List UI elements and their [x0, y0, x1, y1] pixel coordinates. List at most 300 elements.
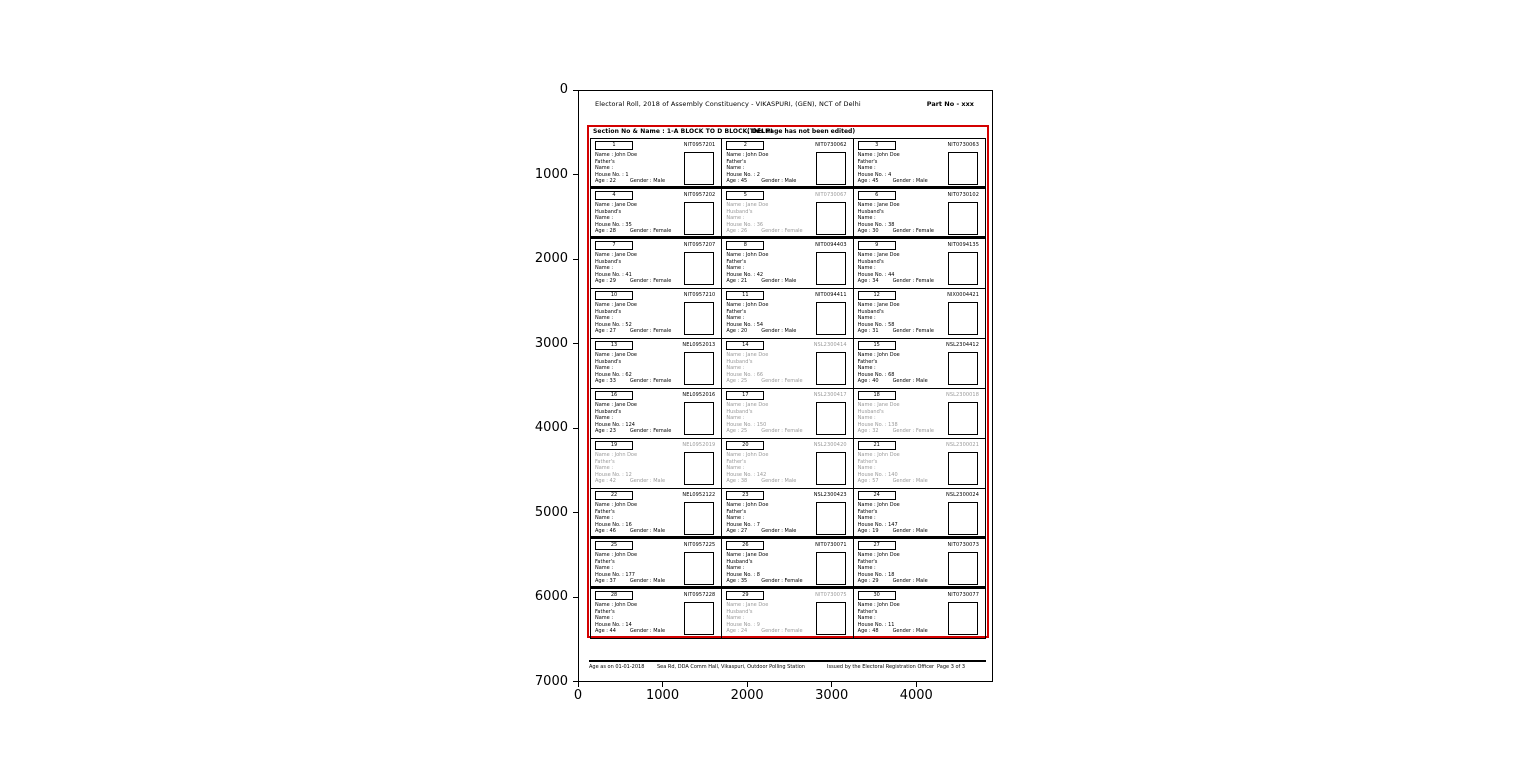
- relation-label-line2: Name :: [726, 265, 745, 272]
- relation-label-line2: Name :: [726, 215, 745, 222]
- epic-number: NEL0952013: [682, 342, 716, 348]
- age-gender-line: [726, 228, 802, 235]
- epic-number: NIT0094403: [815, 242, 847, 248]
- house-number-line: House No. : 1: [595, 171, 629, 178]
- relation-label-line1: Husband's: [726, 558, 753, 565]
- voter-details: [726, 352, 802, 385]
- voter-details: [858, 352, 928, 385]
- voter-name-line: Name : John Doe: [726, 302, 769, 308]
- epic-number: NIT0094411: [815, 292, 847, 298]
- gender-value: Gender : Male: [629, 628, 666, 635]
- relation-label-line1: Husband's: [595, 258, 622, 265]
- part-number: Part No - xxx: [926, 100, 974, 108]
- photo-box: [948, 602, 978, 635]
- relation-label-line2: Name :: [595, 465, 614, 472]
- voter-details: [595, 502, 665, 535]
- x-tick-mark: [916, 682, 917, 687]
- age-gender-line: [858, 578, 928, 585]
- relation-label-line2: Name :: [857, 365, 876, 372]
- voter-card: [591, 439, 722, 488]
- photo-box: [816, 452, 846, 485]
- house-number-line: House No. : 124: [595, 421, 635, 428]
- relation-label-line1: Father's: [595, 608, 615, 615]
- y-tick-label: 7000: [534, 673, 568, 689]
- voter-card: [591, 289, 722, 338]
- photo-box: [948, 352, 978, 385]
- footer-page-number: Page 3 of 3: [937, 664, 966, 670]
- relation-label-line2: Name :: [857, 215, 876, 222]
- voter-details: [726, 452, 796, 485]
- serial-number-box: 17: [726, 391, 764, 400]
- relation-label-line2: Name :: [857, 615, 876, 622]
- house-number-line: House No. : 66: [726, 371, 764, 378]
- house-number-line: House No. : 54: [726, 321, 764, 328]
- footer-polling-station: Sea Rd, DDA Comm Hall, Vikaspuri, Outdoor Polling Station: [657, 664, 805, 670]
- age-value: Age : 21: [726, 278, 748, 285]
- gender-value: Gender : Female: [629, 328, 672, 335]
- epic-number: NSL2300414: [813, 342, 847, 348]
- voter-row: [591, 439, 985, 489]
- y-tick-label: 5000: [534, 504, 568, 520]
- photo-box: [684, 552, 714, 585]
- relation-label-line1: Husband's: [857, 258, 884, 265]
- relation-label-line1: Father's: [857, 458, 878, 465]
- y-tick-label: 2000: [534, 251, 568, 267]
- serial-number-box: 25: [595, 541, 633, 550]
- relation-label-line2: Name :: [726, 465, 745, 472]
- relation-label-line2: Name :: [857, 465, 876, 472]
- voter-details: [595, 552, 665, 585]
- voter-name-line: Name : Jane Doe: [726, 552, 769, 558]
- voter-details: [858, 202, 934, 235]
- voter-details: [726, 202, 802, 235]
- photo-box: [816, 252, 846, 285]
- epic-number: NEL0952122: [682, 492, 716, 498]
- voter-name-line: Name : Jane Doe: [595, 352, 637, 358]
- y-tick-label: 4000: [534, 420, 568, 436]
- age-gender-line: [595, 478, 665, 485]
- photo-box: [948, 252, 978, 285]
- voter-details: [858, 302, 934, 335]
- voter-card: [591, 139, 722, 186]
- age-value: Age : 34: [857, 278, 879, 285]
- voter-name-line: Name : Jane Doe: [595, 252, 637, 258]
- photo-box: [684, 202, 714, 235]
- gender-value: Gender : Female: [892, 228, 934, 235]
- y-tick-label: 6000: [534, 589, 568, 605]
- voter-name-line: Name : John Doe: [857, 152, 900, 158]
- voter-card: [854, 439, 985, 488]
- serial-number-box: 18: [858, 391, 896, 400]
- relation-label-line2: Name :: [857, 265, 876, 272]
- age-gender-line: [726, 478, 796, 485]
- serial-number-box: 23: [726, 491, 764, 500]
- epic-number: NIT0957207: [683, 242, 716, 248]
- epic-number: NSL2300018: [946, 392, 979, 398]
- voter-card: [722, 539, 853, 586]
- voter-name-line: Name : John Doe: [595, 452, 638, 458]
- gender-value: Gender : Male: [761, 478, 797, 485]
- serial-number-box: 6: [858, 191, 896, 200]
- voter-name-line: Name : Jane Doe: [857, 202, 900, 208]
- voter-card: [854, 389, 985, 438]
- house-number-line: House No. : 68: [857, 371, 895, 378]
- relation-label-line1: Father's: [726, 458, 747, 465]
- serial-number-box: 1: [595, 141, 633, 150]
- serial-number-box: 27: [858, 541, 896, 550]
- voter-details: [726, 552, 802, 585]
- age-gender-line: [726, 578, 802, 585]
- relation-label-line1: Husband's: [857, 208, 884, 215]
- age-gender-line: [858, 278, 934, 285]
- gender-value: Gender : Male: [629, 578, 666, 585]
- relation-label-line1: Father's: [857, 358, 878, 365]
- house-number-line: House No. : 150: [726, 421, 767, 428]
- gender-value: Gender : Male: [629, 478, 666, 485]
- serial-number-box: 19: [595, 441, 633, 450]
- relation-label-line2: Name :: [726, 415, 745, 422]
- gender-value: Gender : Female: [629, 378, 672, 385]
- voter-card: [591, 189, 722, 236]
- voter-details: [726, 402, 802, 435]
- voter-card: [854, 289, 985, 338]
- age-gender-line: [858, 628, 928, 635]
- epic-number: NIT0094135: [947, 242, 979, 248]
- age-gender-line: [858, 328, 934, 335]
- voter-card: [854, 589, 985, 639]
- relation-label-line1: Husband's: [595, 358, 622, 365]
- photo-box: [816, 152, 846, 185]
- house-number-line: House No. : 14: [595, 621, 632, 628]
- relation-label-line2: Name :: [857, 415, 876, 422]
- voter-details: [726, 602, 802, 635]
- voter-details: [858, 502, 928, 535]
- voter-card: [591, 339, 722, 388]
- house-number-line: House No. : 4: [857, 171, 892, 178]
- age-value: Age : 46: [595, 528, 616, 535]
- epic-number: NSL2300420: [813, 442, 847, 448]
- voter-card: [854, 339, 985, 388]
- voter-name-line: Name : John Doe: [726, 452, 769, 458]
- voter-card: [722, 589, 853, 639]
- photo-box: [684, 502, 714, 535]
- photo-box: [816, 202, 846, 235]
- voter-row: [591, 139, 985, 189]
- age-value: Age : 48: [857, 628, 879, 635]
- photo-box: [948, 452, 978, 485]
- age-gender-line: [595, 628, 665, 635]
- serial-number-box: 26: [726, 541, 764, 550]
- serial-number-box: 21: [858, 441, 896, 450]
- age-value: Age : 32: [857, 428, 879, 435]
- age-value: Age : 45: [726, 178, 748, 185]
- epic-number: NIT0730077: [947, 592, 979, 598]
- age-gender-line: [726, 528, 796, 535]
- relation-label-line2: Name :: [595, 515, 614, 522]
- house-number-line: House No. : 35: [595, 221, 632, 228]
- voter-card: [591, 589, 722, 639]
- gender-value: Gender : Male: [892, 528, 928, 535]
- epic-number: NSL2300417: [813, 392, 847, 398]
- voter-name-line: Name : Jane Doe: [726, 352, 769, 358]
- relation-label-line1: Father's: [857, 558, 878, 565]
- relation-label-line2: Name :: [857, 165, 876, 172]
- relation-label-line1: Father's: [726, 308, 747, 315]
- age-value: Age : 29: [595, 278, 616, 285]
- gender-value: Gender : Female: [629, 278, 672, 285]
- voter-card: [591, 489, 722, 536]
- gender-value: Gender : Male: [892, 178, 928, 185]
- age-gender-line: [726, 278, 796, 285]
- gender-value: Gender : Female: [629, 228, 672, 235]
- voter-name-line: Name : Jane Doe: [595, 202, 637, 208]
- house-number-line: House No. : 58: [857, 321, 895, 328]
- voter-row: [591, 239, 985, 289]
- relation-label-line2: Name :: [726, 615, 745, 622]
- relation-label-line2: Name :: [857, 315, 876, 322]
- gender-value: Gender : Male: [892, 628, 928, 635]
- age-gender-line: [858, 428, 934, 435]
- epic-number: NSL2304412: [946, 342, 979, 348]
- relation-label-line1: Father's: [726, 258, 747, 265]
- plot-frame: [578, 90, 993, 682]
- age-value: Age : 24: [726, 628, 748, 635]
- age-value: Age : 33: [595, 378, 616, 385]
- relation-label-line1: Father's: [726, 508, 747, 515]
- voter-details: [858, 602, 928, 635]
- house-number-line: House No. : 62: [595, 371, 632, 378]
- section-header: [589, 128, 987, 138]
- voter-name-line: Name : John Doe: [595, 152, 638, 158]
- epic-number: NSL2300021: [946, 442, 979, 448]
- voter-name-line: Name : John Doe: [726, 252, 769, 258]
- age-gender-line: [595, 228, 671, 235]
- voter-card: [722, 489, 853, 536]
- voter-name-line: Name : John Doe: [857, 602, 900, 608]
- relation-label-line1: Husband's: [726, 608, 753, 615]
- serial-number-box: 8: [726, 241, 764, 250]
- house-number-line: House No. : 41: [595, 271, 632, 278]
- gender-value: Gender : Female: [761, 578, 803, 585]
- voter-card: [854, 139, 985, 186]
- epic-number: NIT0730073: [947, 542, 979, 548]
- photo-box: [948, 302, 978, 335]
- voter-card: [591, 539, 722, 586]
- voter-details: [595, 152, 665, 185]
- epic-number: NIT0730071: [815, 542, 847, 548]
- serial-number-box: 13: [595, 341, 633, 350]
- age-gender-line: [595, 428, 671, 435]
- age-value: Age : 27: [595, 328, 616, 335]
- x-tick-mark: [831, 682, 832, 687]
- gender-value: Gender : Female: [892, 428, 934, 435]
- age-value: Age : 27: [726, 528, 748, 535]
- x-tick-label: 1000: [646, 688, 680, 703]
- relation-label-line2: Name :: [595, 565, 614, 572]
- age-value: Age : 37: [595, 578, 616, 585]
- voter-details: [726, 502, 796, 535]
- epic-number: NIT0957225: [683, 542, 716, 548]
- age-gender-line: [858, 528, 928, 535]
- age-gender-line: [858, 378, 928, 385]
- gender-value: Gender : Male: [761, 178, 797, 185]
- house-number-line: House No. : 42: [726, 271, 764, 278]
- voter-row: [591, 189, 985, 239]
- relation-label-line2: Name :: [857, 565, 876, 572]
- relation-label-line1: Father's: [595, 158, 615, 165]
- page-edit-note: (This Page has not been edited): [747, 128, 856, 135]
- photo-box: [948, 402, 978, 435]
- photo-box: [684, 352, 714, 385]
- epic-number: NIT0730075: [815, 592, 847, 598]
- relation-label-line2: Name :: [595, 365, 614, 372]
- serial-number-box: 4: [595, 191, 633, 200]
- voter-name-line: Name : Jane Doe: [595, 302, 637, 308]
- voter-details: [595, 352, 671, 385]
- gender-value: Gender : Male: [892, 478, 928, 485]
- relation-label-line1: Husband's: [595, 308, 622, 315]
- photo-box: [684, 402, 714, 435]
- gender-value: Gender : Male: [892, 378, 928, 385]
- age-value: Age : 35: [726, 578, 748, 585]
- relation-label-line1: Husband's: [726, 208, 753, 215]
- voter-card: [722, 139, 853, 186]
- voter-name-line: Name : Jane Doe: [726, 402, 769, 408]
- relation-label-line1: Husband's: [857, 308, 884, 315]
- voter-details: [726, 302, 796, 335]
- epic-number: NIT0730063: [947, 142, 979, 148]
- voter-name-line: Name : John Doe: [726, 152, 769, 158]
- gender-value: Gender : Female: [761, 428, 803, 435]
- serial-number-box: 9: [858, 241, 896, 250]
- voter-card: [722, 189, 853, 236]
- voter-name-line: Name : John Doe: [857, 552, 900, 558]
- relation-label-line1: Father's: [857, 608, 878, 615]
- photo-box: [816, 502, 846, 535]
- epic-number: NEL0952016: [682, 392, 716, 398]
- epic-number: NIT0957210: [683, 292, 716, 298]
- house-number-line: House No. : 36: [726, 221, 764, 228]
- voter-name-line: Name : Jane Doe: [726, 602, 769, 608]
- age-value: Age : 20: [726, 328, 748, 335]
- voter-name-line: Name : Jane Doe: [857, 252, 900, 258]
- voter-card: [854, 489, 985, 536]
- age-value: Age : 45: [857, 178, 879, 185]
- relation-label-line2: Name :: [726, 165, 745, 172]
- age-value: Age : 26: [726, 228, 748, 235]
- relation-label-line2: Name :: [726, 365, 745, 372]
- house-number-line: House No. : 138: [857, 421, 898, 428]
- voter-row: [591, 589, 985, 639]
- photo-box: [816, 552, 846, 585]
- relation-label-line1: Husband's: [726, 408, 753, 415]
- footer-issuer: Issued by the Electoral Registration Officer: [827, 664, 935, 670]
- photo-box: [684, 152, 714, 185]
- house-number-line: House No. : 140: [857, 471, 898, 478]
- house-number-line: House No. : 147: [857, 521, 898, 528]
- electoral-roll-page: [579, 91, 992, 681]
- house-number-line: House No. : 142: [726, 471, 767, 478]
- photo-box: [816, 602, 846, 635]
- relation-label-line2: Name :: [595, 415, 614, 422]
- voter-name-line: Name : John Doe: [595, 502, 638, 508]
- age-value: Age : 29: [857, 578, 879, 585]
- page-footer: [579, 664, 992, 672]
- house-number-line: House No. : 8: [726, 571, 760, 578]
- gender-value: Gender : Male: [629, 528, 666, 535]
- voter-name-line: Name : John Doe: [726, 502, 769, 508]
- photo-box: [684, 252, 714, 285]
- serial-number-box: 28: [595, 591, 633, 600]
- voter-card-grid: [590, 138, 986, 639]
- house-number-line: House No. : 52: [595, 321, 632, 328]
- relation-label-line2: Name :: [726, 515, 745, 522]
- gender-value: Gender : Female: [761, 228, 803, 235]
- gender-value: Gender : Male: [761, 528, 797, 535]
- voter-card: [722, 239, 853, 288]
- relation-label-line2: Name :: [857, 515, 876, 522]
- age-gender-line: [726, 178, 796, 185]
- voter-row: [591, 339, 985, 389]
- voter-details: [595, 452, 665, 485]
- age-value: Age : 30: [857, 228, 879, 235]
- x-tick-label: 4000: [899, 688, 933, 703]
- epic-number: NIT0730062: [815, 142, 847, 148]
- age-value: Age : 25: [726, 378, 748, 385]
- house-number-line: House No. : 38: [857, 221, 895, 228]
- voter-card: [854, 539, 985, 586]
- voter-details: [726, 152, 796, 185]
- relation-label-line1: Husband's: [595, 208, 622, 215]
- voter-details: [595, 402, 671, 435]
- serial-number-box: 2: [726, 141, 764, 150]
- serial-number-box: 3: [858, 141, 896, 150]
- epic-number: NIT0730067: [815, 192, 847, 198]
- voter-card: [854, 239, 985, 288]
- voter-details: [726, 252, 796, 285]
- gender-value: Gender : Female: [629, 428, 672, 435]
- gender-value: Gender : Female: [892, 278, 934, 285]
- epic-number: NIX0004421: [947, 292, 979, 298]
- serial-number-box: 20: [726, 441, 764, 450]
- voter-name-line: Name : John Doe: [857, 502, 900, 508]
- gender-value: Gender : Male: [629, 178, 666, 185]
- house-number-line: House No. : 44: [857, 271, 895, 278]
- house-number-line: House No. : 11: [857, 621, 895, 628]
- age-gender-line: [858, 228, 934, 235]
- serial-number-box: 14: [726, 341, 764, 350]
- x-tick-label: 2000: [730, 688, 764, 703]
- voter-name-line: Name : Jane Doe: [857, 302, 900, 308]
- voter-row: [591, 289, 985, 339]
- gender-value: Gender : Female: [761, 628, 803, 635]
- serial-number-box: 15: [858, 341, 896, 350]
- epic-number: NSL2300423: [813, 492, 847, 498]
- relation-label-line1: Father's: [726, 158, 747, 165]
- photo-box: [684, 302, 714, 335]
- age-value: Age : 22: [595, 178, 616, 185]
- voter-name-line: Name : Jane Doe: [726, 202, 769, 208]
- gender-value: Gender : Male: [892, 578, 928, 585]
- x-tick-mark: [747, 682, 748, 687]
- photo-box: [816, 352, 846, 385]
- house-number-line: House No. : 7: [726, 521, 760, 528]
- serial-number-box: 11: [726, 291, 764, 300]
- gender-value: Gender : Male: [761, 278, 797, 285]
- serial-number-box: 10: [595, 291, 633, 300]
- voter-name-line: Name : John Doe: [595, 602, 638, 608]
- epic-number: NIT0957202: [683, 192, 716, 198]
